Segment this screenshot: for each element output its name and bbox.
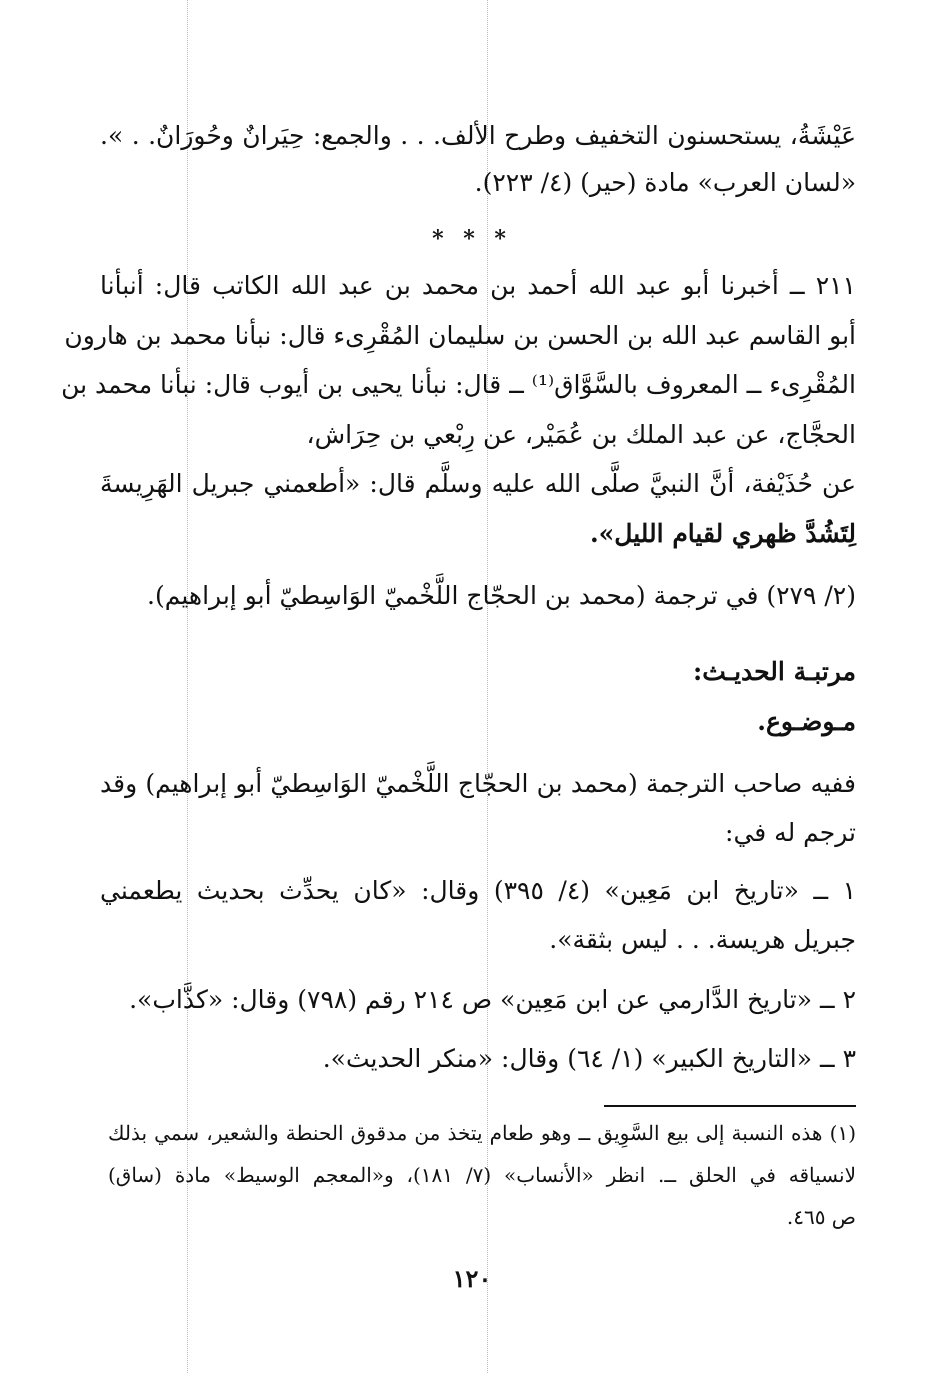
footnote-line: (١) هذه النسبة إلى بيع السَّوِيق ــ وهو طعام يتخذ من مدقوق الحنطة والشعير، سمي بذلك: [108, 1121, 856, 1145]
text-line: «لسان العرب» مادة (حير) (٤/ ٢٢٣).: [474, 168, 856, 197]
page-number: ١٢٠: [452, 1264, 492, 1293]
hadith-line: المُقْرِىء ــ المعروف بالسَّوَّاق⁽¹⁾ ــ قال: نبأنا يحيى بن أيوب قال: نبأنا محمد بن: [61, 370, 856, 399]
hadith-line: ٢١١ ــ أخبرنا أبو عبد الله أحمد بن محمد بن عبد الله الكاتب قال: أنبأنا: [100, 271, 856, 300]
footnote-line: ص ٤٦٥.: [786, 1205, 856, 1229]
footnote-divider: [604, 1105, 856, 1107]
source-line: جبريل هريسة. . . ليس بثقة».: [549, 925, 856, 954]
section-separator: * * *: [432, 226, 512, 252]
commentary-line: ترجم له في:: [725, 818, 856, 847]
source-line: ٣ ــ «التاريخ الكبير» (١/ ٦٤) وقال: «منكر الحديث».: [322, 1044, 856, 1073]
grade-value: مـوضـوع.: [757, 707, 856, 736]
hadith-line: الحجَّاج، عن عبد الملك بن عُمَيْر، عن رِبْعي بن حِرَاش،: [306, 420, 856, 449]
hadith-line: لِتَشُدَّ ظهري لقيام الليل».: [589, 519, 856, 548]
grade-heading: مرتبـة الحديـث:: [692, 657, 856, 686]
source-line: ١ ــ «تاريخ ابن مَعِين» (٤/ ٣٩٥) وقال: «كان يحدِّث بحديث يطعمني: [100, 876, 857, 905]
reference-line: (٢/ ٢٧٩) في ترجمة (محمد بن الحجّاج اللَّخْميّ الوَاسِطيّ أبو إبراهيم).: [147, 581, 856, 610]
hadith-line: عن حُذَيْفة، أنَّ النبيَّ صلَّى الله عليه وسلَّم قال: «أطعمني جبريل الهَرِيسةَ: [100, 469, 856, 498]
footnote-line: لانسياقه في الحلق ــ. انظر «الأنساب» (٧/ ١٨١)، و«المعجم الوسيط» مادة (ساق): [108, 1163, 856, 1187]
source-line: ٢ ــ «تاريخ الدَّارمي عن ابن مَعِين» ص ٢١٤ رقم (٧٩٨) وقال: «كذَّاب».: [129, 985, 856, 1014]
text-line: عَيْشَةُ، يستحسنون التخفيف وطرح الألف. . . والجمع: حِيَرانٌ وحُورَانٌ. . ».: [100, 121, 856, 150]
commentary-line: ففيه صاحب الترجمة (محمد بن الحجّاج اللَّخْميّ الوَاسِطيّ أبو إبراهيم) وقد: [100, 769, 856, 798]
hadith-line: أبو القاسم عبد الله بن الحسن بن سليمان المُقْرِىء قال: نبأنا محمد بن هارون: [64, 321, 856, 350]
